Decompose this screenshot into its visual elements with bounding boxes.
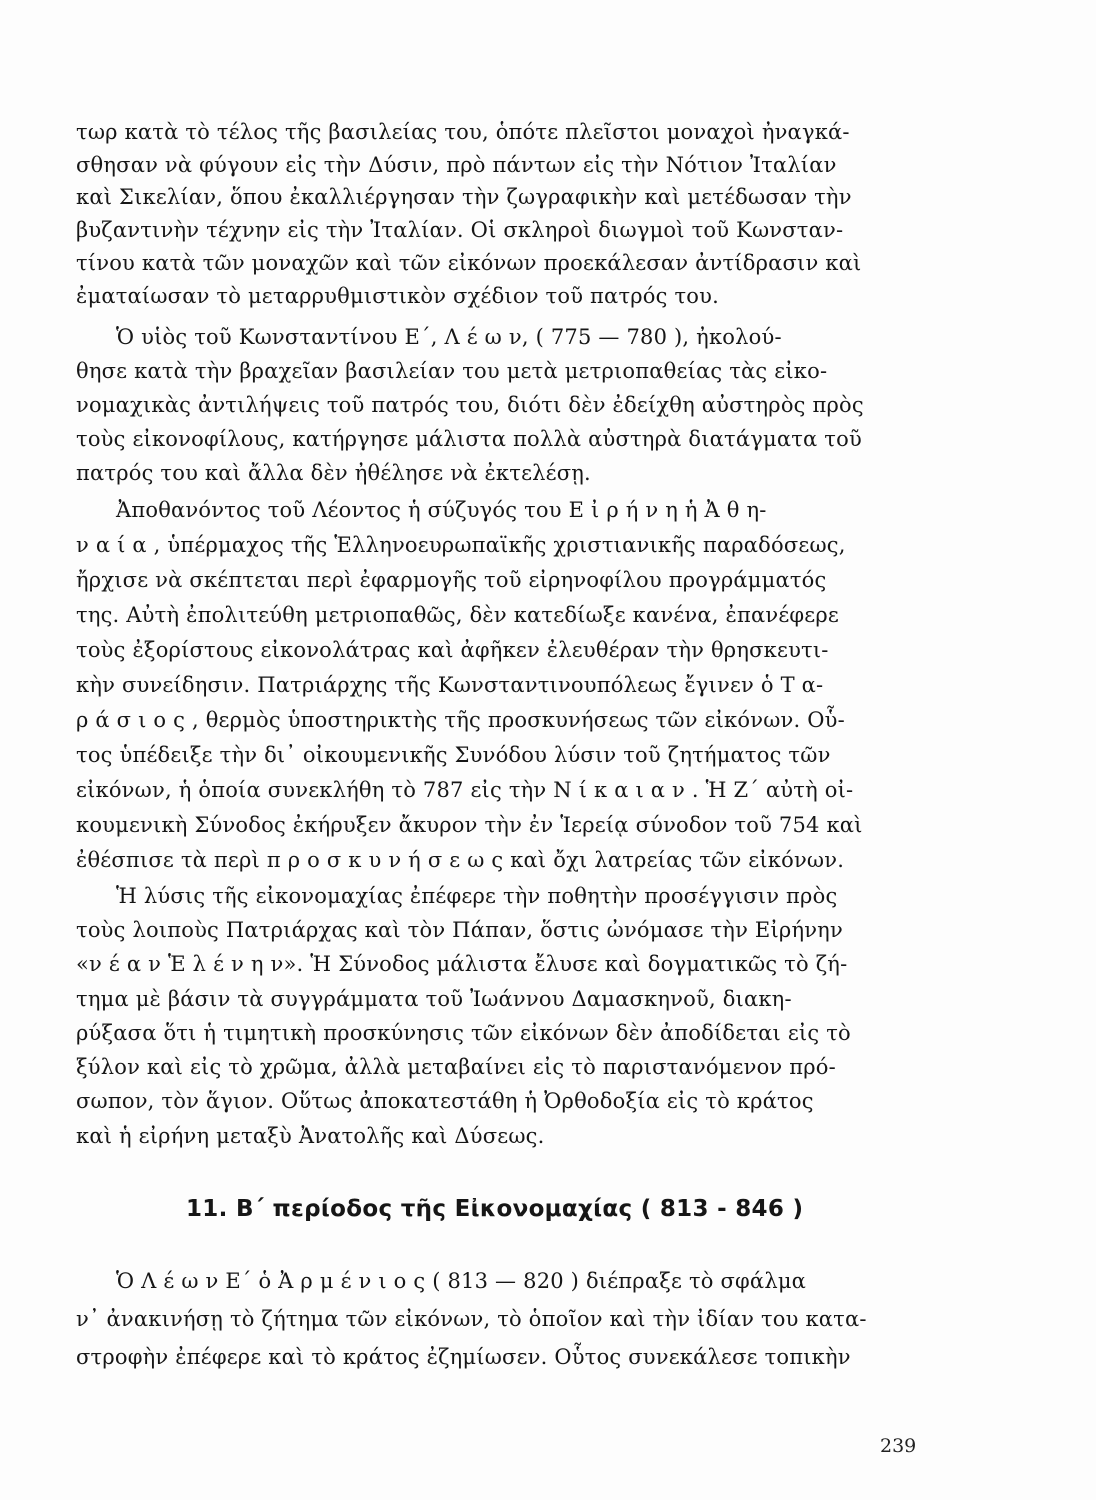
text-line: κὴν συνείδησιν. Πατριάρχης τῆς Κωνσταντινουπόλεως ἔγινεν ὁ Τ α- <box>76 673 824 697</box>
text-line: τημα μὲ βάσιν τὰ συγγράμματα τοῦ Ἰωάννου Δαμασκηνοῦ, διακη- <box>76 987 792 1011</box>
text-line: ἐματαίωσαν τὸ μεταρρυθμιστικὸν σχέδιον τοῦ πατρός του. <box>76 284 719 308</box>
text-line: Ὁ Λ έ ω ν Ε΄ ὁ Ἀ ρ μ έ ν ι ο ς ( 813 — 820 ) διέπραξε τὸ σφάλμα <box>116 1269 807 1293</box>
text-line: βυζαντινὴν τέχνην εἰς τὴν Ἰταλίαν. Οἱ σκληροὶ διωγμοὶ τοῦ Κωνσταν- <box>76 218 844 242</box>
text-line: τοὺς λοιποὺς Πατριάρχας καὶ τὸν Πάπαν, ὅστις ὠνόμασε τὴν Εἰρήνην <box>76 918 843 942</box>
text-line: ἤρχισε νὰ σκέπτεται περὶ ἐφαρμογῆς τοῦ εἰρηνοφίλου προγράμματός <box>76 568 827 592</box>
text-line: ἐθέσπισε τὰ περὶ π ρ ο σ κ υ ν ή σ ε ω ς καὶ ὄχι λατρείας τῶν εἰκόνων. <box>76 848 845 872</box>
text-line: της. Αὐτὴ ἐπολιτεύθη μετριοπαθῶς, δὲν κατεδίωξε κανένα, ἐπανέφερε <box>76 603 840 627</box>
section-heading: 11. Β΄ περίοδος τῆς Εἰκονομαχίας ( 813 - 846 ) <box>186 1196 804 1222</box>
text-line: ρ ά σ ι ο ς , θερμὸς ὑποστηρικτὴς τῆς προσκυνήσεως τῶν εἰκόνων. Οὗ- <box>76 708 845 732</box>
text-line: ν᾿ ἀνακινήσῃ τὸ ζήτημα τῶν εἰκόνων, τὸ ὁποῖον καὶ τὴν ἰδίαν του κατα- <box>76 1307 867 1331</box>
text-line: κουμενικὴ Σύνοδος ἐκήρυξεν ἄκυρον τὴν ἐν Ἱερείᾳ σύνοδον τοῦ 754 καὶ <box>76 813 863 837</box>
text-line: θησε κατὰ τὴν βραχεῖαν βασιλείαν του μετὰ μετριοπαθείας τὰς εἰκο- <box>76 359 828 383</box>
text-line: νομαχικὰς ἀντιλήψεις τοῦ πατρός του, διότι δὲν ἐδείχθη αὐστηρὸς πρὸς <box>76 393 864 417</box>
text-line: Ὁ υἱὸς τοῦ Κωνσταντίνου Ε΄, Λ έ ω ν, ( 775 — 780 ), ἠκολού- <box>116 325 782 349</box>
text-line: εἰκόνων, ἡ ὁποία συνεκλήθη τὸ 787 εἰς τὴν Ν ί κ α ι α ν . Ἡ Ζ΄ αὐτὴ οἰ- <box>76 778 854 802</box>
text-line: καὶ Σικελίαν, ὅπου ἐκαλλιέργησαν τὴν ζωγραφικὴν καὶ μετέδωσαν τὴν <box>76 185 852 209</box>
text-line: στροφὴν ἐπέφερε καὶ τὸ κράτος ἐζημίωσεν. Οὗτος συνεκάλεσε τοπικὴν <box>76 1345 851 1369</box>
text-line: ξύλον καὶ εἰς τὸ χρῶμα, ἀλλὰ μεταβαίνει εἰς τὸ παριστανόμενον πρό- <box>76 1055 836 1079</box>
text-line: τωρ κατὰ τὸ τέλος τῆς βασιλείας του, ὁπότε πλεῖστοι μοναχοὶ ἠναγκά- <box>76 120 850 144</box>
text-line: τοὺς εἰκονοφίλους, κατήργησε μάλιστα πολλὰ αὐστηρὰ διατάγματα τοῦ <box>76 427 862 451</box>
text-line: ν α ί α , ὑπέρμαχος τῆς Ἑλληνοευρωπαϊκῆς χριστιανικῆς παραδόσεως, <box>76 533 846 557</box>
text-line: τοὺς ἐξορίστους εἰκονολάτρας καὶ ἀφῆκεν ἐλευθέραν τὴν θρησκευτι- <box>76 638 829 662</box>
text-line: Ἀποθανόντος τοῦ Λέοντος ἡ σύζυγός του Ε ἰ ρ ή ν η ἡ Ἀ θ η- <box>116 498 767 522</box>
text-line: σωπον, τὸν ἅγιον. Οὕτως ἀποκατεστάθη ἡ Ὀρθοδοξία εἰς τὸ κράτος <box>76 1089 814 1113</box>
text-line: σθησαν νὰ φύγουν εἰς τὴν Δύσιν, πρὸ πάντων εἰς τὴν Νότιον Ἰταλίαν <box>76 153 837 177</box>
text-line: τος ὑπέδειξε τὴν δι᾿ οἰκουμενικῆς Συνόδου λύσιν τοῦ ζητήματος τῶν <box>76 743 831 767</box>
text-line: πατρός του καὶ ἄλλα δὲν ἠθέλησε νὰ ἐκτελέσῃ. <box>76 461 591 485</box>
text-line: Ἡ λύσις τῆς εἰκονομαχίας ἐπέφερε τὴν ποθητὴν προσέγγισιν πρὸς <box>116 884 838 908</box>
text-line: ρύξασα ὅτι ἡ τιμητικὴ προσκύνησις τῶν εἰκόνων δὲν ἀποδίδεται εἰς τὸ <box>76 1021 851 1045</box>
text-line: τίνου κατὰ τῶν μοναχῶν καὶ τῶν εἰκόνων προεκάλεσαν ἀντίδρασιν καὶ <box>76 251 862 275</box>
page-number: 239 <box>880 1435 917 1457</box>
text-line: «ν έ α ν Ἑ λ έ ν η ν». Ἡ Σύνοδος μάλιστα ἔλυσε καὶ δογματικῶς τὸ ζή- <box>76 952 848 976</box>
text-line: καὶ ἡ εἰρήνη μεταξὺ Ἀνατολῆς καὶ Δύσεως. <box>76 1124 545 1148</box>
